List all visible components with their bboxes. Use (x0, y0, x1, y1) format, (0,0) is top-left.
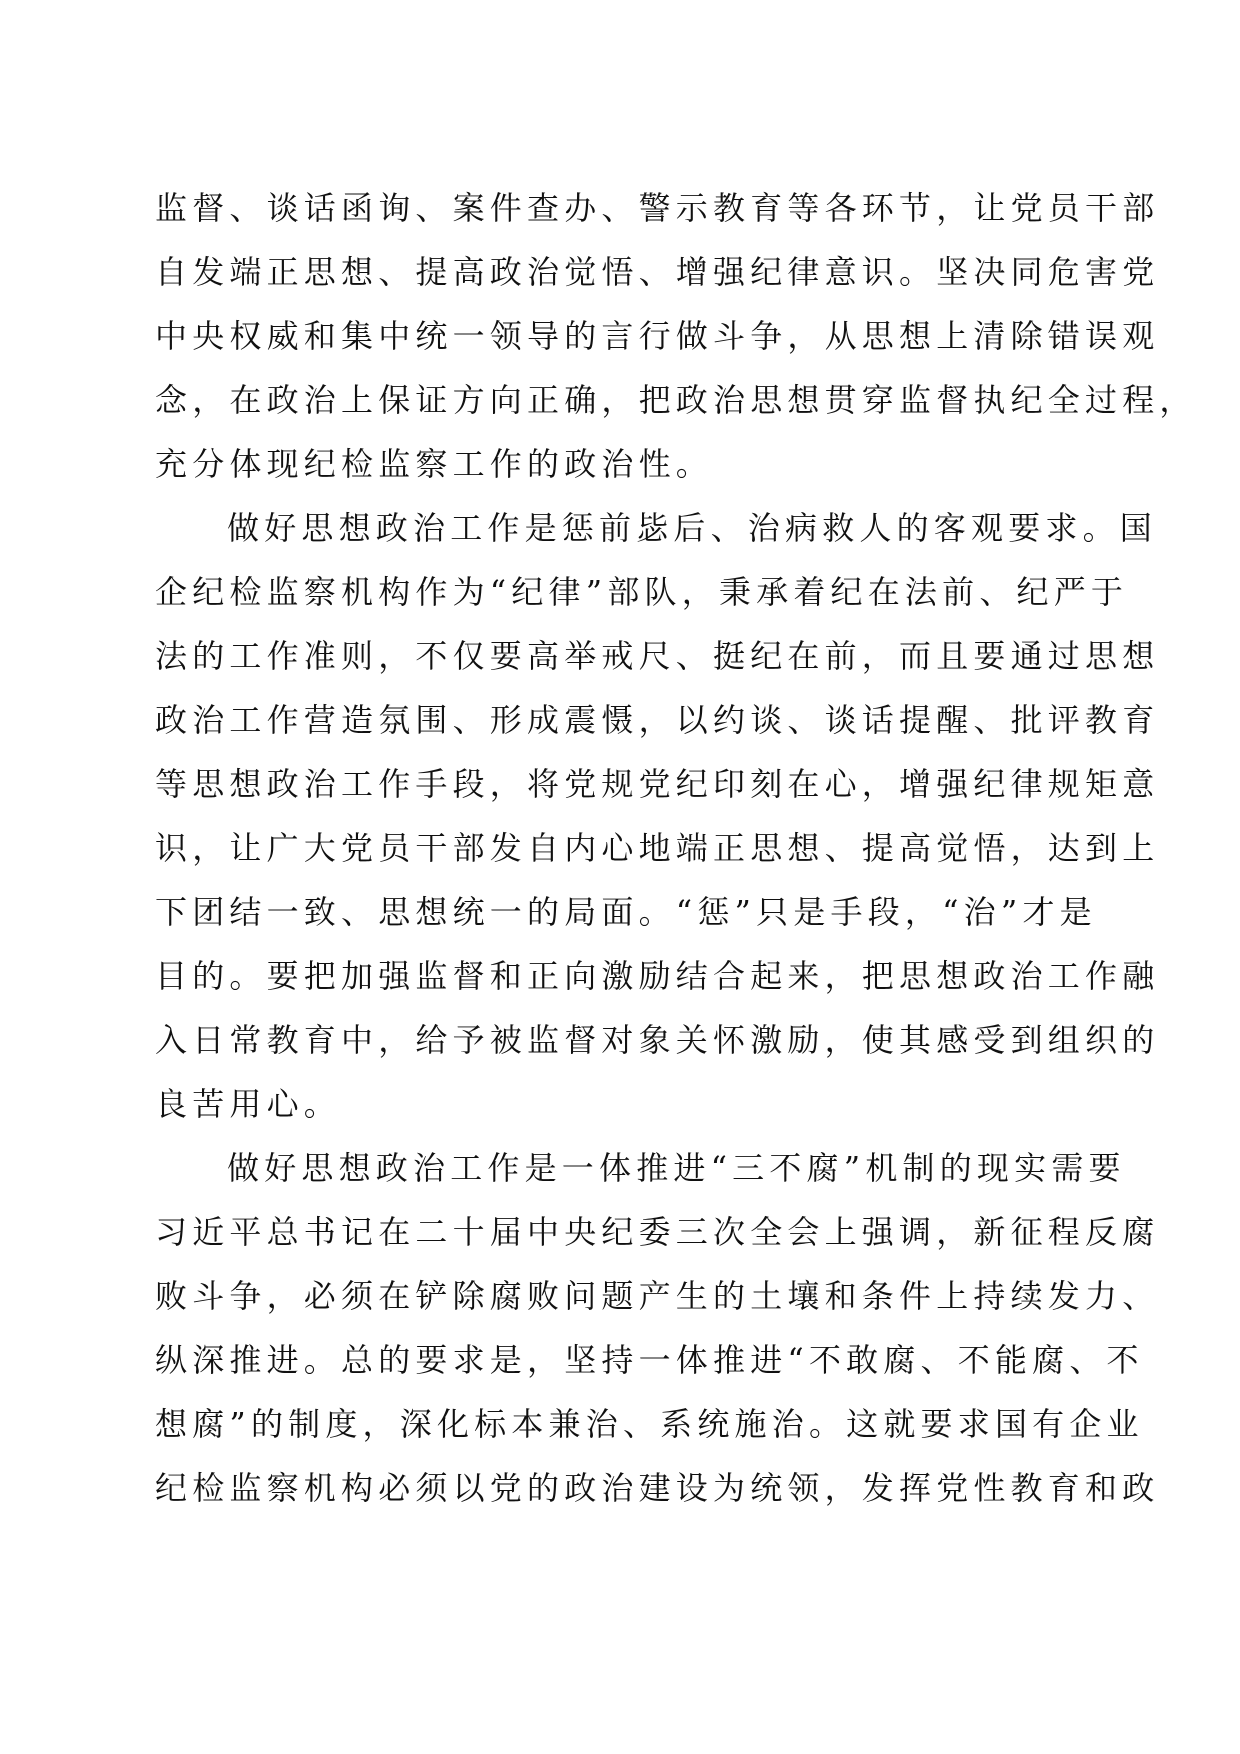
paragraph-1 (155, 187, 1197, 507)
text-line: 目的。要把加强监督和正向激励结合起来，把思想政治工作融 (155, 957, 1160, 995)
text-line: 政治工作营造氛围、形成震慑，以约谈、谈话提醒、批评教育 (155, 701, 1160, 739)
text-line: 识，让广大党员干部发自内心地端正思想、提高觉悟，达到上 (155, 829, 1160, 867)
text-line: 法的工作准则，不仅要高举戒尺、挺纪在前，而且要通过思想 (155, 637, 1160, 675)
text-line: 做好思想政治工作是惩前毖后、治病救人的客观要求。国 (227, 509, 1158, 547)
text-line: 充分体现纪检监察工作的政治性。 (155, 445, 714, 483)
text-line: 中央权威和集中统一领导的言行做斗争，从思想上清除错误观 (155, 317, 1160, 355)
text-line: 监督、谈话函询、案件查办、警示教育等各环节，让党员干部 (155, 189, 1160, 227)
text-line: 下团结一致、思想统一的局面。“惩”只是手段，“治”才是 (155, 893, 1097, 931)
text-line: 自发端正思想、提高政治觉悟、增强纪律意识。坚决同危害党 (155, 253, 1160, 291)
text-line: 纵深推进。总的要求是，坚持一体推进“不敢腐、不能腐、不 (155, 1341, 1144, 1379)
text-line: 习近平总书记在二十届中央纪委三次全会上强调，新征程反腐 (155, 1213, 1160, 1251)
document-body (155, 187, 1197, 1531)
text-line: 念，在政治上保证方向正确，把政治思想贯穿监督执纪全过程， (155, 381, 1197, 419)
text-line: 企纪检监察机构作为“纪律”部队，秉承着纪在法前、纪严于 (155, 573, 1129, 611)
text-line: 等思想政治工作手段，将党规党纪印刻在心，增强纪律规矩意 (155, 765, 1160, 803)
text-line: 纪检监察机构必须以党的政治建设为统领，发挥党性教育和政 (155, 1469, 1160, 1507)
text-line: 败斗争，必须在铲除腐败问题产生的土壤和条件上持续发力、 (155, 1277, 1160, 1315)
text-line: 想腐”的制度，深化标本兼治、系统施治。这就要求国有企业 (155, 1405, 1144, 1443)
paragraph-3 (155, 1147, 1160, 1531)
text-line: 入日常教育中，给予被监督对象关怀激励，使其感受到组织的 (155, 1021, 1160, 1059)
paragraph-2 (155, 507, 1160, 1147)
text-line: 良苦用心。 (155, 1085, 342, 1123)
text-line: 做好思想政治工作是一体推进“三不腐”机制的现实需要 (227, 1149, 1126, 1187)
